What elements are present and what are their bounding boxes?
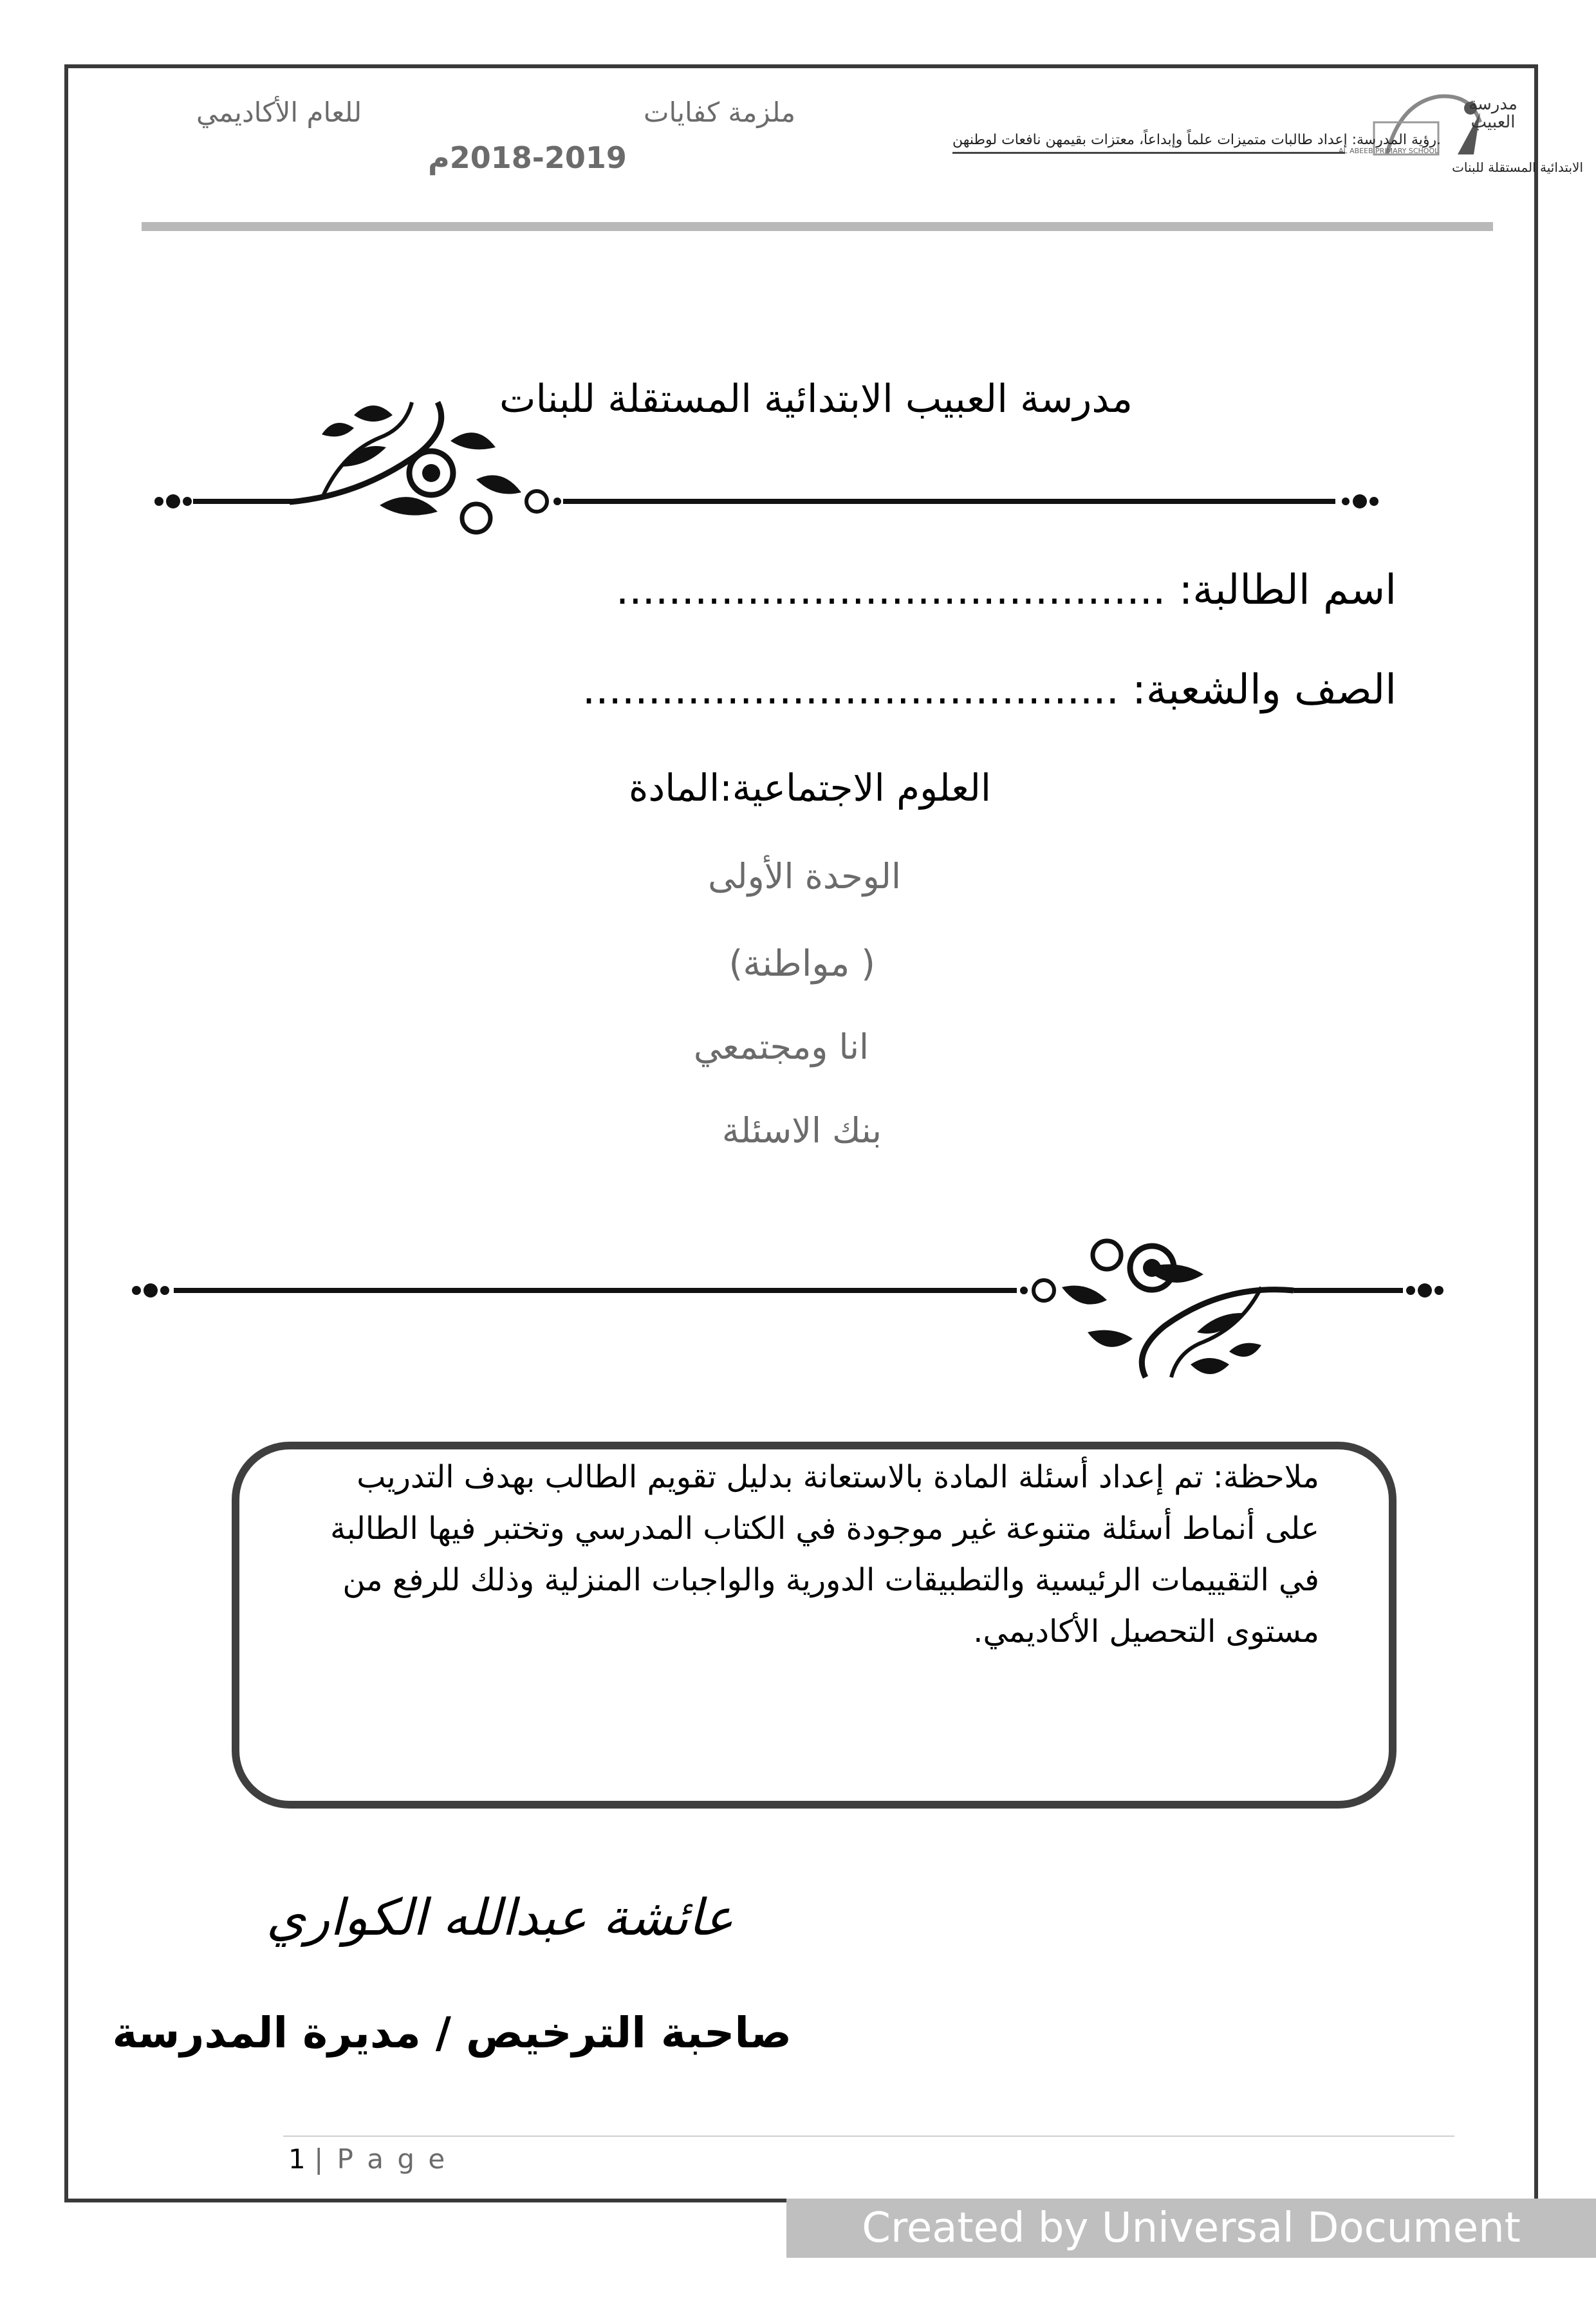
logo-subtitle: الابتدائية المستقلة للبنات <box>1452 160 1583 175</box>
footer-divider <box>283 2136 1454 2137</box>
logo-school-name: مدرسة العبيب <box>1469 95 1517 132</box>
floral-flourish-icon <box>1055 1229 1300 1403</box>
student-name-field[interactable]: اسم الطالبة: .......................................... <box>615 566 1396 614</box>
signature-name: عائشة عبدالله الكواري <box>266 1889 734 1947</box>
converter-watermark: Created by Universal Document Converter <box>786 2199 1596 2258</box>
lesson-title: انا ومجتمعي <box>693 1027 869 1067</box>
unit-label: الوحدة الأولى <box>708 856 901 897</box>
academic-year-label: للعام الأكاديمي <box>196 97 362 128</box>
header-divider <box>142 222 1493 231</box>
floral-flourish-icon <box>283 377 528 550</box>
subject-title: العلوم الاجتماعية:المادة <box>629 766 991 810</box>
booklet-label: ملزمة كفايات <box>644 97 796 128</box>
question-bank-label: بنك الاسئلة <box>721 1110 882 1151</box>
signature-title: صاحبة الترخيص / مديرة المدرسة <box>112 2008 792 2058</box>
school-name: مدرسة العبيب الابتدائية المستقلة للبنات <box>499 377 1133 422</box>
school-vision: رؤية المدرسة: إعداد طالبات متميزات علماً وإبداعاً، معتزات بقيمهن نافعات لوطنهن. <box>952 132 1345 154</box>
page-label: | P a g e <box>314 2143 448 2175</box>
page-number: 1 <box>288 2143 306 2175</box>
class-section-field[interactable]: الصف والشعبة: ......................................... <box>582 666 1396 714</box>
unit-title: ( مواطنة) <box>728 943 875 985</box>
academic-year: 2018-2019م <box>428 140 627 175</box>
logo-caption: AL ABEEB PRIMARY SCHOOL <box>1339 147 1439 155</box>
page-footer <box>288 2143 447 2175</box>
note-text: ملاحظة: تم إعداد أسئلة المادة بالاستعانة بدليل تقويم الطالب بهدف التدريب على أنماط أسئلة متنوعة غير موجودة في الكتاب المدرسي وتختبر فيها الطالبة في التقييمات الرئيسية والتطبيقات الدورية والواجبات المنزلية وذلك للرفع من مستوى التحصيل الأكاديمي. <box>330 1459 1319 1650</box>
